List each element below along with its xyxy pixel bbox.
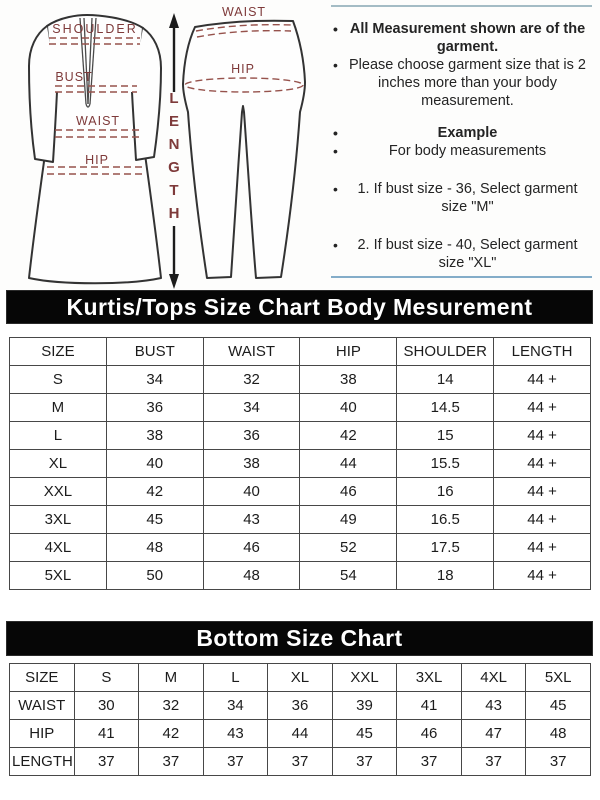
value-cell: 37: [332, 748, 397, 776]
value-cell: 40: [300, 394, 397, 422]
value-cell: 43: [203, 506, 300, 534]
note-text: For body measurements: [388, 143, 547, 159]
table-row: [10, 366, 591, 394]
bottom-size-table: [9, 663, 591, 776]
column-header: LENGTH: [494, 338, 591, 366]
kurti-shoulder-label: SHOULDER: [52, 22, 138, 36]
value-cell: 52: [300, 534, 397, 562]
diagram-section: [0, 0, 600, 290]
value-cell: 45: [332, 720, 397, 748]
value-cell: 16.5: [397, 506, 494, 534]
value-cell: 14: [397, 366, 494, 394]
note-item: [324, 236, 596, 272]
value-cell: 15.5: [397, 450, 494, 478]
note-text: All Measurement shown are of the garment.: [349, 21, 586, 55]
leggings-outline: [183, 21, 305, 278]
value-cell: 30: [74, 692, 139, 720]
value-cell: 45: [106, 506, 203, 534]
value-cell: 47: [461, 720, 526, 748]
value-cell: 43: [203, 720, 268, 748]
bullet-icon: •: [333, 237, 338, 253]
length-arrowhead-top: [169, 13, 179, 28]
value-cell: 38: [203, 450, 300, 478]
table-row: [10, 562, 591, 590]
value-cell: 18: [397, 562, 494, 590]
kurtis-chart-title: Kurtis/Tops Size Chart Body Mesurement: [66, 293, 533, 320]
value-cell: 32: [139, 692, 204, 720]
value-cell: 38: [300, 366, 397, 394]
note-item: [324, 56, 596, 110]
column-header: XXL: [332, 664, 397, 692]
value-cell: 49: [300, 506, 397, 534]
value-cell: 32: [203, 366, 300, 394]
row-label-cell: 4XL: [10, 534, 107, 562]
value-cell: 42: [139, 720, 204, 748]
row-label-cell: 3XL: [10, 506, 107, 534]
table-row: [10, 534, 591, 562]
row-label-cell: XXL: [10, 478, 107, 506]
row-label-cell: S: [10, 366, 107, 394]
table-row: [10, 450, 591, 478]
note-text: 2. If bust size - 40, Select garment size "XL": [357, 237, 578, 271]
value-cell: 37: [397, 748, 462, 776]
length-arrowhead-bottom: [169, 274, 179, 289]
value-cell: 44 +: [494, 422, 591, 450]
value-cell: 42: [300, 422, 397, 450]
table-row: [10, 478, 591, 506]
column-header: WAIST: [203, 338, 300, 366]
value-cell: 44 +: [494, 394, 591, 422]
column-header: SHOULDER: [397, 338, 494, 366]
divider-line-top: [331, 5, 592, 7]
row-label-cell: M: [10, 394, 107, 422]
value-cell: 36: [268, 692, 333, 720]
svg-text:E: E: [168, 113, 180, 130]
divider-line-bottom: [331, 276, 592, 278]
kurtis-size-table: [9, 337, 591, 590]
column-header: BUST: [106, 338, 203, 366]
svg-text:H: H: [168, 205, 180, 222]
bullet-icon: •: [333, 181, 338, 197]
value-cell: 46: [300, 478, 397, 506]
measurement-notes: [324, 0, 596, 278]
value-cell: 46: [203, 534, 300, 562]
value-cell: 44 +: [494, 478, 591, 506]
value-cell: 16: [397, 478, 494, 506]
value-cell: 34: [106, 366, 203, 394]
column-header: S: [74, 664, 139, 692]
bottom-chart-title-bar: [6, 621, 593, 656]
note-text: Please choose garment size that is 2 inches more than your body measurement.: [349, 57, 586, 109]
garment-diagram: [0, 0, 325, 290]
value-cell: 37: [268, 748, 333, 776]
column-header: 4XL: [461, 664, 526, 692]
column-header: L: [203, 664, 268, 692]
leggings-waist-label: WAIST: [221, 5, 267, 19]
kurti-waist-label: WAIST: [75, 114, 121, 128]
leggings-hip-label: HIP: [231, 62, 255, 76]
row-label-cell: WAIST: [10, 692, 75, 720]
table-row: [10, 720, 591, 748]
column-header: SIZE: [10, 338, 107, 366]
value-cell: 17.5: [397, 534, 494, 562]
row-label-cell: L: [10, 422, 107, 450]
column-header: 5XL: [526, 664, 591, 692]
table-row: [10, 422, 591, 450]
table-row: [10, 692, 591, 720]
row-label-cell: 5XL: [10, 562, 107, 590]
value-cell: 44: [268, 720, 333, 748]
value-cell: 36: [106, 394, 203, 422]
kurtis-chart-title-bar: [6, 290, 593, 324]
value-cell: 42: [106, 478, 203, 506]
column-header: HIP: [300, 338, 397, 366]
value-cell: 40: [203, 478, 300, 506]
value-cell: 37: [74, 748, 139, 776]
value-cell: 38: [106, 422, 203, 450]
value-cell: 50: [106, 562, 203, 590]
bottom-chart-title: Bottom Size Chart: [196, 625, 403, 651]
note-text: 1. If bust size - 36, Select garment size "M": [357, 181, 578, 215]
row-label-cell: HIP: [10, 720, 75, 748]
value-cell: 44 +: [494, 562, 591, 590]
svg-text:G: G: [168, 159, 180, 176]
value-cell: 43: [461, 692, 526, 720]
note-text: Example: [437, 125, 498, 141]
value-cell: 34: [203, 692, 268, 720]
note-item: [324, 124, 596, 142]
table-header-row: [10, 664, 591, 692]
value-cell: 37: [139, 748, 204, 776]
value-cell: 54: [300, 562, 397, 590]
value-cell: 15: [397, 422, 494, 450]
value-cell: 48: [203, 562, 300, 590]
value-cell: 37: [526, 748, 591, 776]
svg-text:L: L: [169, 90, 179, 107]
column-header: 3XL: [397, 664, 462, 692]
value-cell: 44: [300, 450, 397, 478]
bullet-icon: •: [333, 125, 338, 141]
note-item: [324, 20, 596, 56]
value-cell: 48: [526, 720, 591, 748]
value-cell: 14.5: [397, 394, 494, 422]
value-cell: 48: [106, 534, 203, 562]
value-cell: 44 +: [494, 506, 591, 534]
kurti-bust-label: BUST: [55, 70, 93, 84]
value-cell: 41: [397, 692, 462, 720]
value-cell: 40: [106, 450, 203, 478]
table-row: [10, 506, 591, 534]
value-cell: 37: [203, 748, 268, 776]
bullet-icon: •: [333, 143, 338, 159]
note-item: [324, 180, 596, 216]
table-row: [10, 394, 591, 422]
svg-text:N: N: [168, 136, 180, 153]
row-label-cell: LENGTH: [10, 748, 75, 776]
column-header: SIZE: [10, 664, 75, 692]
note-item: [324, 142, 596, 160]
value-cell: 44 +: [494, 450, 591, 478]
svg-text:T: T: [169, 182, 179, 199]
kurti-hip-label: HIP: [85, 153, 109, 167]
row-label-cell: XL: [10, 450, 107, 478]
length-letters: [168, 90, 180, 222]
column-header: M: [139, 664, 204, 692]
value-cell: 41: [74, 720, 139, 748]
value-cell: 39: [332, 692, 397, 720]
value-cell: 46: [397, 720, 462, 748]
value-cell: 44 +: [494, 366, 591, 394]
value-cell: 37: [461, 748, 526, 776]
value-cell: 36: [203, 422, 300, 450]
column-header: XL: [268, 664, 333, 692]
value-cell: 45: [526, 692, 591, 720]
table-header-row: [10, 338, 591, 366]
bullet-icon: •: [333, 21, 338, 37]
value-cell: 34: [203, 394, 300, 422]
value-cell: 44 +: [494, 534, 591, 562]
table-row: [10, 748, 591, 776]
bullet-icon: •: [333, 57, 338, 73]
